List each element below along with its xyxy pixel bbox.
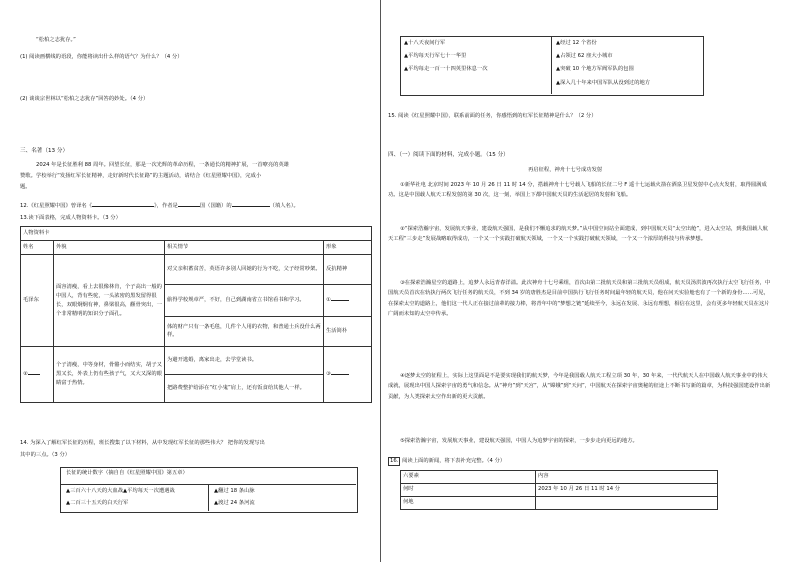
table2-row-when-label: 何时 — [401, 484, 536, 497]
stat-item: ▲经过 12 个省份 — [556, 40, 597, 46]
column-divider — [380, 0, 381, 562]
q12-part-a: 12.《红星照耀中国》曾译名《 — [20, 203, 92, 209]
header-appearance: 外貌 — [54, 241, 165, 255]
row1-plot-3: 体的财产只有一条毛毯，几件个人用的衣物，和普通士兵没什么两样。 — [165, 317, 324, 347]
row1-image-2[interactable]: ① — [324, 285, 372, 317]
q12-part-c: 国（国籍）的 — [199, 203, 232, 209]
question-1: (1) 阅读画横线的语段，你能将读出什么样的语气？为什么？（4 分） — [20, 54, 183, 60]
stat-item: ▲平均每走一百一十四英里休息一次 — [404, 66, 488, 72]
question-15: 15. 阅读《红星照耀中国》，联系前面的任务，你感悟到的红军长征精神是什么？（2 分） — [388, 113, 597, 119]
stat-item: ▲渡过 24 条河流 — [214, 500, 255, 506]
stat-item: ▲二百三十五天的白天行军 — [66, 500, 129, 506]
article-title: 再启征程，神舟十七号成功发射 — [528, 167, 603, 173]
stats-col-rule — [208, 484, 209, 511]
card-title: 人物资料卡 — [21, 227, 372, 241]
row2-plot-2: 把路费整护给添在“红小鬼”肩上，还有饭食给其他人一样。 — [165, 375, 324, 403]
question-2: (2) 谈谈宗世林以“松柏之志犹存”回答的妙处。（4 分） — [20, 96, 149, 102]
stat-item: ▲平均每天行军七十一华里 — [404, 53, 467, 59]
article-para-1: ①新华社电 北京时间 2023 年 10 月 26 日 11 时 14 分，搭载神舟十七号载人飞船的长征二号 F 遥十七运载火箭在酒泉卫星发射中心点火发射，取得圆满成功。这是中国载人航天工程发射的第 30 次，这一刻，举国上下都中国航天员的生活起居的发射和飞船。 — [388, 182, 767, 199]
section-3-title: 三、名著（13 分） — [20, 148, 69, 154]
q16-number: 16. — [388, 457, 400, 466]
stat-item: ▲翻过 18 条山脉 — [214, 488, 255, 494]
article-para-3: ③在探索浩瀚星空的道路上，追梦人永远青春洋溢。此次神舟十七号乘组，首次由第二批航天员和第三批航天员组成，航天员汤洪波再次执行太空飞行任务，中国航天员首次在轨执行两次飞行任务的航天员，不到 34 岁的唐胜杰是目前中国执行飞行任务时间最年轻的航天员，他在问天实验舱也有了一个新的身份……可见，在探索太空的道路上，他们这一代人正在接过前辈的接力棒，将青年中的“梦想之链”延续至今，永远在发展、永远有理想，相信在这里，会有更多年轻航天员在这片广阔而未知的太空中传承。 — [388, 280, 771, 317]
question-16 — [388, 457, 505, 466]
q16-text: 阅读上面的新闻，将下表补充完整。（4 分） — [402, 458, 506, 464]
table2-row-where-label: 何地 — [401, 497, 536, 510]
intro-line-1: 2024 年是长征胜利 88 周年。回望长征，那是一次光辉的革命历程，一条通长的精神扩展，一首嘹亮的英雄 — [36, 162, 290, 168]
quote-line: “松柏之志犹存。” — [36, 37, 76, 43]
section-4-title: 四、（一）阅读下面的材料，完成小题。（15 分） — [388, 152, 509, 158]
header-plot: 相关情节 — [165, 241, 324, 255]
q12-blank-country[interactable] — [178, 206, 200, 207]
q12-part-d: （填人名）。 — [269, 203, 299, 209]
row2-appearance: 个子清瘦，中等身材，骨骼小而结实，胡子又黑又长，外表上仍有些孩子气，又大又深的眼睛富于热情。 — [54, 347, 165, 403]
stat-item: ▲占领过 62 座大小城市 — [556, 53, 613, 59]
q12-blank-title[interactable] — [92, 206, 154, 207]
q12-blank-author[interactable] — [232, 206, 270, 207]
intro-line-3: 题。 — [20, 184, 31, 190]
stats-title: 长征的统计数字（摘自自《红星照耀中国》第五章） — [66, 470, 188, 476]
table2-header-elements: 六要素 — [401, 471, 536, 484]
question-14-line-1: 14. 为深入了解红军长征的历程，班长搜集了以下材料，从中发现红军长征的那些伟大？ 把你的发现写出 — [20, 440, 265, 446]
table2-header-content: 内容 — [536, 471, 718, 484]
row1-image-3: 生活简朴 — [324, 317, 372, 347]
stat-item: ▲三百六十八天的大血战▲平均每天一次遭遇战 — [66, 488, 175, 494]
question-13: 13.读下面表格，完成人物资料卡。（3 分） — [20, 215, 121, 221]
stat-item: ▲深入几十年来中国军队从没到过的地方 — [556, 80, 651, 86]
article-para-4: ④逐梦太空的征程上，实际上这里面是不是要实现我们的航天梦，今年是我国载人航天工程立项 30 年，30 年来，一代代航天人在中国载人航天事业中的伟大成就，展现出中国人探索宇宙的勇气和信念。从“神舟”到“天宫”，从“嫦娥”到“天问”，中国航天在探索宇宙奥秘的征途上不断书写新的篇章，为科技强国建设作出新贡献，为人类探索太空作出新的更大贡献。 — [388, 373, 771, 400]
header-name: 姓名 — [21, 241, 54, 255]
stat-item: ▲十八天夜间行军 — [404, 40, 446, 46]
row1-name: 毛泽东 — [21, 255, 54, 347]
row2-plot-1: 为避开逃婚，离家出走，去学堂读书。 — [165, 347, 324, 375]
header-image: 形象 — [324, 241, 372, 255]
intro-line-2: 赞歌。学校举行“发扬红军长征精神，走好新时代长征路”的主题活动，请结合《红星照耀中国》，完成小 — [20, 173, 262, 179]
table2-row-when-value: 2023 年 10 月 26 日 11 时 14 分 — [536, 484, 718, 497]
stat-item: ▲突破 10 个地方军阀军队的包围 — [556, 66, 634, 72]
six-elements-table — [400, 470, 718, 510]
row1-plot-2: 偷得学校规章严，不好，自己到湖南省立书馆看书和学习。 — [165, 285, 324, 317]
row2-name[interactable]: ② — [21, 347, 54, 403]
article-para-5: ⑤探索浩瀚宇宙，发展航天事业，建设航天强国，中国人为追梦宇宙的探索，一步步走向更远的地方。 — [400, 438, 638, 444]
question-12 — [20, 203, 299, 210]
character-card-table — [20, 226, 372, 403]
article-para-2: ②“探索浩瀚宇宙，发展航天事业，建设航天强国，是我们不懈追求的航天梦。”从中国空间站全面建成，到中国航天员“太空出舱”，进入太空站，到我国载人航天工程“三步走”发展战略取得成功，一个又一个实践打破航天领域，一个又一个实践打破航天领域，一个又一个浓厚的科技与传承梦想。 — [388, 226, 768, 243]
table2-row-where-value[interactable] — [536, 497, 718, 510]
row1-image-1: 反抗精神 — [324, 255, 372, 285]
stats-col-rule-continued — [551, 36, 552, 94]
row1-plot-1: 对父亲积蓄贫苦，英语许多别人回她的行为不吃，父子经常吵架。 — [165, 255, 324, 285]
row1-appearance: 面容清瘦，看上去很像林肯，个子高出一般的中国人，背有些驼，一头浓密的黑发留得很长，双眼炯炯有神，鼻梁很高，颧骨突出，一个非常精明的知识分子面孔。 — [54, 255, 165, 347]
question-14-line-2: 其中的三点。（3 分） — [20, 452, 71, 458]
q12-part-b: 》，作者是 — [154, 203, 178, 209]
row2-image[interactable]: ③ — [324, 347, 372, 403]
